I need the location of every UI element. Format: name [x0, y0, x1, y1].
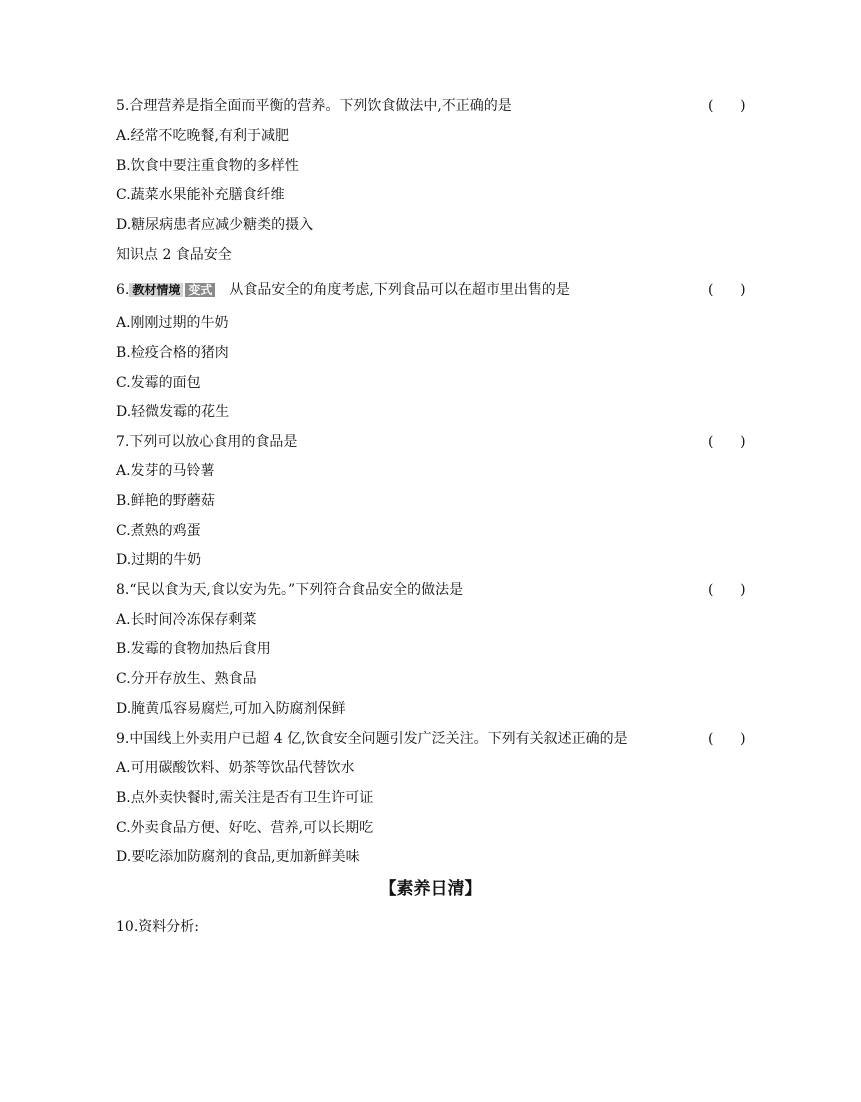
option-d: D.过期的牛奶: [116, 552, 202, 568]
question-text: “民以食为天,食以安为先。”下列符合食品安全的做法是: [129, 582, 464, 598]
option-b: B.鲜艳的野蘑菇: [116, 493, 215, 509]
option-d: D.腌黄瓜容易腐烂,可加入防腐剂保鲜: [116, 701, 346, 717]
question-text: 从食品安全的角度考虑,下列食品可以在超市里出售的是: [229, 282, 570, 298]
question-number: 9.: [116, 731, 130, 747]
option-b: B.饮食中要注重食物的多样性: [116, 158, 299, 174]
option-a: A.长时间冷冻保存剩菜: [116, 612, 257, 628]
option-a: A.经常不吃晚餐,有利于减肥: [116, 128, 290, 144]
answer-bracket: ( ): [708, 731, 746, 747]
option-b: B.点外卖快餐时,需关注是否有卫生许可证: [116, 790, 374, 806]
option-a: A.可用碳酸饮料、奶茶等饮品代替饮水: [116, 760, 355, 776]
option-c: C.蔬菜水果能补充膳食纤维: [116, 187, 285, 203]
section-title: 【素养日清】: [379, 879, 482, 899]
question-8-stem: [116, 581, 463, 599]
option-c: C.煮熟的鸡蛋: [116, 523, 201, 539]
question-text: 下列可以放心食用的食品是: [129, 434, 298, 450]
option-d: D.糖尿病患者应减少糖类的摄入: [116, 217, 314, 233]
option-d: D.要吃添加防腐剂的食品,更加新鲜美味: [116, 849, 360, 865]
answer-bracket: ( ): [708, 434, 746, 450]
question-7-stem: [116, 433, 297, 451]
option-c: C.外卖食品方便、好吃、营养,可以长期吃: [116, 820, 374, 836]
option-b: B.发霉的食物加热后食用: [116, 641, 271, 657]
question-6-stem: [116, 281, 570, 299]
question-number: 7.: [116, 434, 130, 450]
knowledge-point-heading: 知识点 2 食品安全: [116, 247, 232, 263]
question-number: 6.: [116, 282, 130, 298]
question-5-stem: [116, 97, 512, 115]
question-number: 8.: [116, 582, 130, 598]
question-9-stem: [116, 730, 628, 748]
tag-variant-label: 变式: [185, 283, 215, 297]
answer-bracket: ( ): [708, 582, 746, 598]
question-text: 中国线上外卖用户已超 4 亿,饮食安全问题引发广泛关注。下列有关叙述正确的是: [129, 731, 628, 747]
textbook-context-tag: [129, 282, 215, 298]
option-c: C.发霉的面包: [116, 375, 201, 391]
option-a: A.发芽的马铃薯: [116, 463, 215, 479]
answer-bracket: ( ): [708, 282, 746, 298]
option-b: B.检疫合格的猪肉: [116, 345, 229, 361]
option-a: A.刚刚过期的牛奶: [116, 315, 229, 331]
question-number: 5.: [116, 98, 130, 114]
question-10-stem: 10.资料分析:: [116, 919, 199, 935]
answer-bracket: ( ): [708, 98, 746, 114]
option-c: C.分开存放生、熟食品: [116, 671, 257, 687]
option-d: D.轻微发霉的花生: [116, 404, 230, 420]
tag-label: 教材情境: [129, 283, 183, 297]
question-text: 合理营养是指全面而平衡的营养。下列饮食做法中,不正确的是: [129, 98, 512, 114]
